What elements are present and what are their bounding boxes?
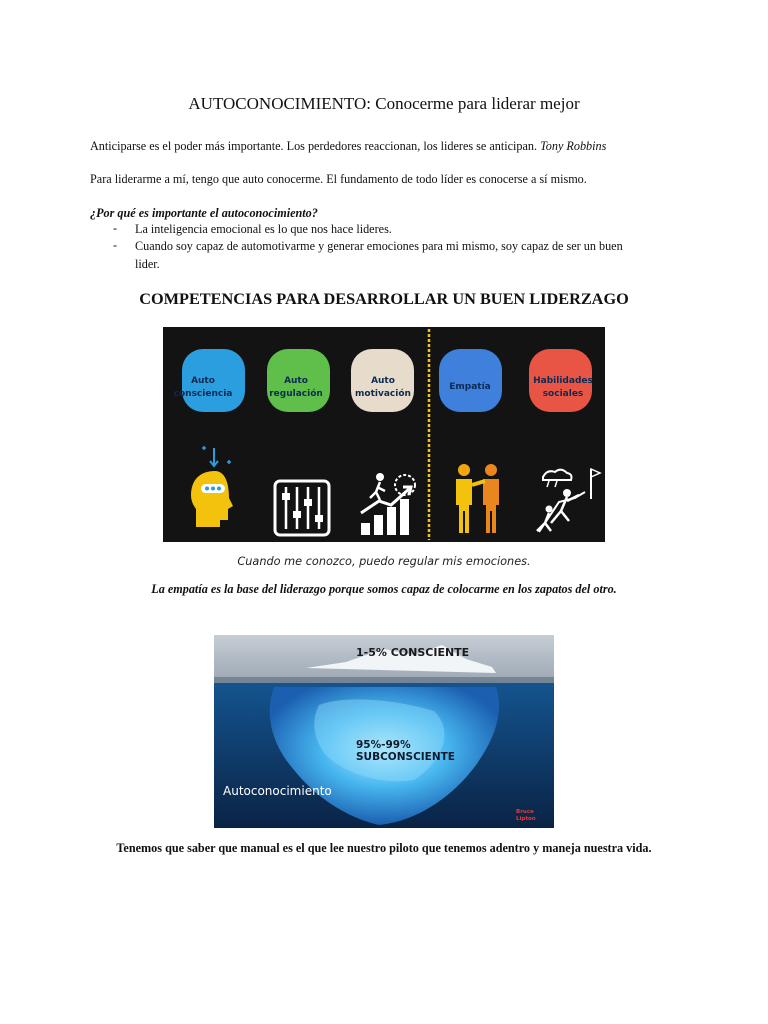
competencias-graphic: [163, 327, 605, 542]
bubble-label-line2: regulación: [269, 389, 323, 399]
quote-paragraph: [90, 138, 606, 155]
bubble-label-line1: Auto: [371, 376, 395, 386]
bubble-label-line2: sociales: [542, 389, 584, 399]
bubble-label-line2: motivación: [355, 389, 411, 399]
bullet-item-2-continued: lider.: [135, 257, 160, 271]
section-heading: COMPETENCIAS PARA DESARROLLAR UN BUEN LIDERZAGO: [139, 289, 629, 308]
bubble-automotivacion: [351, 349, 414, 412]
bubble-shape: [439, 349, 502, 412]
bubble-label-line1: Habilidades: [533, 376, 593, 386]
subconscious-percent: 95%-99%: [356, 739, 411, 751]
bullet-item-1: La inteligencia emocional es lo que nos hace lideres.: [135, 222, 392, 236]
bubble-label-line2: consciencia: [173, 389, 233, 399]
iceberg-graphic: [214, 635, 554, 828]
quote-text: Anticiparse es el poder más importante. Los perdedores reaccionan, los lideres se anticipan.: [90, 139, 538, 153]
iceberg-caption: Autoconocimiento: [223, 784, 332, 798]
bubble-autorregulacion: [267, 349, 330, 412]
bubble-habilidades-sociales: [529, 349, 593, 412]
competencias-figure: [163, 327, 605, 542]
intro-paragraph: Para liderarme a mí, tengo que auto conocerme. El fundamento de todo líder es conocerse a sí mismo.: [90, 172, 587, 186]
bubble-label-line1: Auto: [191, 376, 215, 386]
empathy-statement: La empatía es la base del liderazgo porque somos capaz de colocarme en los zapatos del otro.: [151, 582, 617, 596]
document-title: AUTOCONOCIMIENTO: Conocerme para liderar mejor: [188, 94, 580, 113]
question-heading: ¿Por qué es importante el autoconocimiento?: [90, 206, 318, 220]
bullet-marker: -: [113, 221, 118, 235]
bullet-marker: -: [113, 238, 118, 252]
figure-caption: Cuando me conozco, puedo regular mis emociones.: [237, 555, 531, 568]
credit-line1: Bruce: [516, 809, 534, 815]
iceberg-figure: [214, 635, 554, 828]
bubble-label-line1: Auto: [284, 376, 308, 386]
bubble-label-line1: Empatía: [449, 382, 491, 392]
closing-statement: Tenemos que saber que manual es el que lee nuestro piloto que tenemos adentro y maneja nuestra vida.: [116, 841, 652, 855]
bubble-empatia: [439, 349, 502, 412]
bullet-item-2: Cuando soy capaz de automotivarme y generar emociones para mi mismo, soy capaz de ser un buen: [135, 239, 623, 253]
credit-line2: Lipton: [516, 816, 536, 822]
subconscious-label: SUBCONSCIENTE: [356, 751, 455, 763]
quote-author: Tony Robbins: [540, 139, 607, 153]
conscious-label: 1-5% CONSCIENTE: [356, 646, 470, 659]
